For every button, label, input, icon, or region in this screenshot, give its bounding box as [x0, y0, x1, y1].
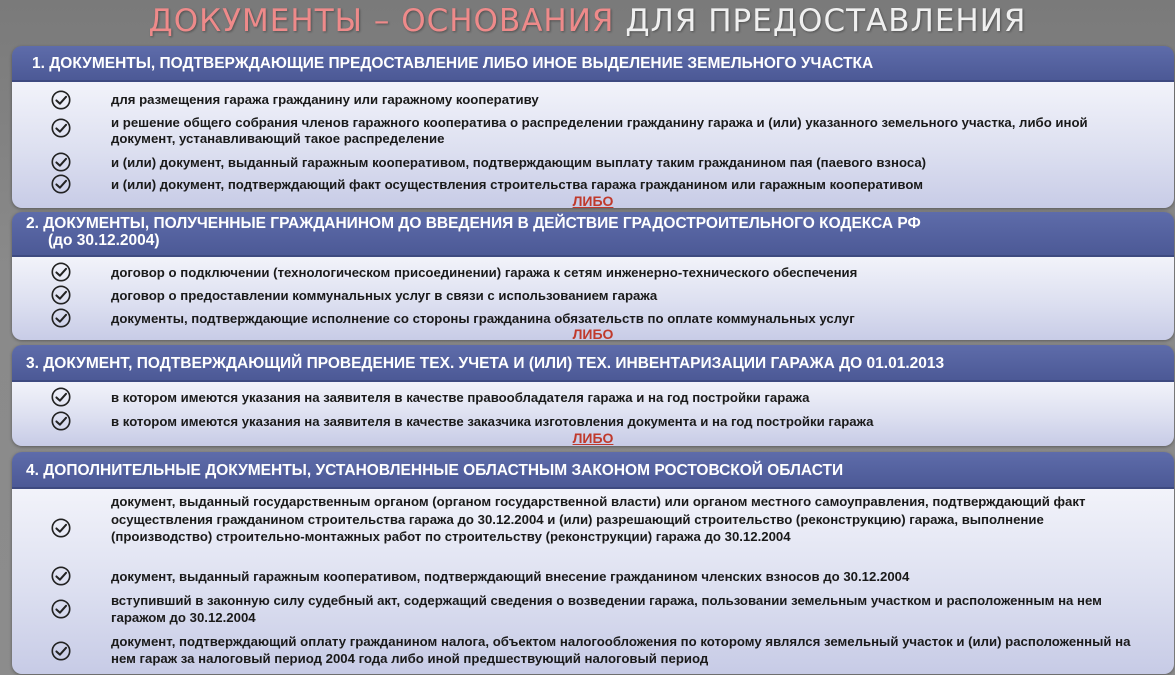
section-2-subtitle: (до 30.12.2004): [48, 232, 160, 249]
list-item: [12, 633, 1174, 667]
list-item: [12, 569, 1174, 585]
page-title: [0, 2, 1175, 40]
check-circle-icon: [50, 284, 72, 306]
page-title-highlight: ДОКУМЕНТЫ – ОСНОВАНИЯ: [148, 3, 615, 39]
separator-libo: ЛИБО: [572, 326, 614, 340]
check-circle-icon: [50, 598, 72, 620]
section-1-header: [12, 46, 1174, 82]
section-1: [12, 46, 1174, 208]
section-3-title: 3. ДОКУМЕНТ, ПОДТВЕРЖДАЮЩИЙ ПРОВЕДЕНИЕ ТЕХ. УЧЕТА И (ИЛИ) ТЕХ. ИНВЕНТАРИЗАЦИИ ГАРАЖА ДО 01.01.2013: [26, 355, 945, 372]
separator-libo: ЛИБО: [572, 193, 614, 208]
section-2-header: [12, 212, 1174, 257]
list-item-text: документ, выданный государственным органом (органом государственной власти) или органом местного самоуправления, подтверждающий факт осуществления гражданином строительства гаража до 30.12.2004 и (или) разрешающий строительство (реконструкцию) гаража, выполнение (производство) строительно-монтажных работ по строительству (реконструкции) гаража до 30.12.2004: [111, 494, 1086, 544]
check-circle-icon: [50, 410, 72, 432]
section-1-title: 1. ДОКУМЕНТЫ, ПОДТВЕРЖДАЮЩИЕ ПРЕДОСТАВЛЕНИЕ ЛИБО ИНОЕ ВЫДЕЛЕНИЕ ЗЕМЕЛЬНОГО УЧАСТКА: [32, 55, 874, 72]
check-circle-icon: [50, 117, 72, 139]
list-item-text: в котором имеются указания на заявителя в качестве заказчика изготовления документа и на год постройки гаража: [111, 414, 874, 429]
page-title-rest: ДЛЯ ПРЕДОСТАВЛЕНИЯ: [614, 3, 1027, 39]
list-item-text: и (или) документ, подтверждающий факт осуществления строительства гаража гражданином или гаражным кооперативом: [111, 177, 923, 192]
check-circle-icon: [50, 261, 72, 283]
section-4: [12, 452, 1174, 674]
check-circle-icon: [50, 89, 72, 111]
list-item: [12, 92, 1174, 108]
list-item: [12, 115, 1174, 147]
section-1-body: [12, 82, 1174, 208]
section-4-body: [12, 489, 1174, 674]
list-item-text: и (или) документ, выданный гаражным кооперативом, подтверждающим выплату таким гражданином пая (паевого взноса): [111, 155, 927, 170]
section-3-body: [12, 382, 1174, 446]
list-item: [12, 177, 1174, 193]
list-item-text: вступивший в законную силу судебный акт, содержащий сведения о возведении гаража, пользовании земельным участком и расположенным на нем гаражом до 30.12.2004: [111, 593, 1102, 625]
section-3-header: [12, 345, 1174, 382]
check-circle-icon: [50, 640, 72, 662]
list-item: [12, 155, 1174, 171]
list-item-text: в котором имеются указания на заявителя в качестве правообладателя гаража и на год постройки гаража: [111, 390, 810, 405]
check-circle-icon: [50, 151, 72, 173]
section-2: [12, 212, 1174, 340]
section-4-header: [12, 452, 1174, 489]
list-item: [12, 265, 1174, 281]
list-item-text: договор о предоставлении коммунальных услуг в связи с использованием гаража: [111, 288, 658, 303]
list-item: [12, 311, 1174, 327]
section-2-title: 2. ДОКУМЕНТЫ, ПОЛУЧЕННЫЕ ГРАЖДАНИНОМ ДО ВВЕДЕНИЯ В ДЕЙСТВИЕ ГРАДОСТРОИТЕЛЬНОГО КОДЕКСА РФ: [26, 215, 921, 232]
list-item-text: и решение общего собрания членов гаражного кооператива о распределении гражданину гаража и (или) указанного земельного участка, либо иной документ, устанавливающий такое распределение: [111, 115, 1088, 146]
check-circle-icon: [50, 517, 72, 539]
section-3: [12, 345, 1174, 446]
section-4-title: 4. ДОПОЛНИТЕЛЬНЫЕ ДОКУМЕНТЫ, УСТАНОВЛЕННЫЕ ОБЛАСТНЫМ ЗАКОНОМ РОСТОВСКОЙ ОБЛАСТИ: [26, 462, 844, 479]
list-item-text: документы, подтверждающие исполнение со стороны гражданина обязательств по оплате коммунальных услуг: [111, 311, 855, 326]
check-circle-icon: [50, 173, 72, 195]
list-item: [12, 288, 1174, 304]
list-item-text: для размещения гаража гражданину или гаражному кооперативу: [111, 92, 539, 107]
list-item-text: договор о подключении (технологическом присоединении) гаража к сетям инженерно-технического обеспечения: [111, 265, 858, 280]
list-item-text: документ, выданный гаражным кооперативом, подтверждающий внесение гражданином членских взносов до 30.12.2004: [111, 569, 910, 584]
list-item: [12, 493, 1174, 546]
list-item: [12, 414, 1174, 430]
list-item: [12, 592, 1174, 626]
check-circle-icon: [50, 386, 72, 408]
list-item: [12, 390, 1174, 406]
list-item-text: документ, подтверждающий оплату гражданином налога, объектом налогообложения по которому являлся земельный участок и (или) расположенный на нем гараж за налоговый период 2004 года либо иной предшествующий налоговый период: [111, 634, 1131, 666]
section-2-body: [12, 257, 1174, 340]
separator-libo: ЛИБО: [572, 430, 614, 446]
check-circle-icon: [50, 565, 72, 587]
check-circle-icon: [50, 307, 72, 329]
